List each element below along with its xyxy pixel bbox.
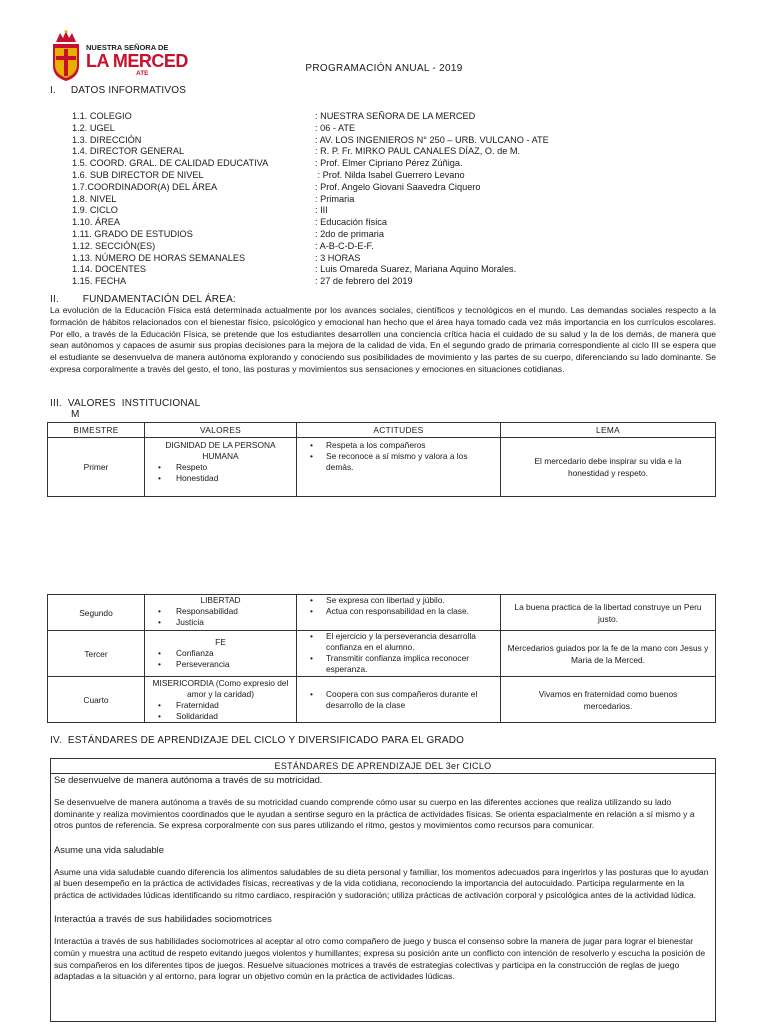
list-item: • Se expresa con libertad y júbilo. bbox=[300, 595, 497, 606]
info-key: 1.12. SECCIÓN(ES) bbox=[72, 240, 156, 251]
list-item: • Fraternidad bbox=[148, 700, 293, 711]
lema-cell: El mercedario debe inspirar su vida e la honestidad y respeto. bbox=[501, 438, 716, 497]
valor-title: DIGNIDAD DE LA PERSONA HUMANA bbox=[165, 440, 276, 461]
info-row bbox=[72, 158, 692, 170]
info-value: : 3 HORAS bbox=[315, 252, 361, 263]
section-1-heading: I. DATOS INFORMATIVOS bbox=[50, 85, 187, 96]
info-row bbox=[72, 229, 692, 241]
info-row bbox=[72, 205, 692, 217]
list-item: • Respeta a los compañeros bbox=[300, 440, 497, 451]
list-item: • Coopera con sus compañeros durante el desarrollo de la clase bbox=[300, 689, 497, 711]
info-row bbox=[72, 217, 692, 229]
info-value: : 2do de primaria bbox=[315, 228, 384, 239]
standards-header: ESTÁNDARES DE APRENDIZAJE DEL 3er CICLO bbox=[51, 759, 715, 774]
info-key: 1.5. COORD. GRAL. DE CALIDAD EDUCATIVA bbox=[72, 158, 269, 169]
info-key: 1.13. NÚMERO DE HORAS SEMANALES bbox=[72, 252, 246, 263]
document-title: PROGRAMACIÓN ANUAL - 2019 bbox=[305, 63, 463, 74]
actitudes-cell bbox=[297, 595, 501, 631]
table-row bbox=[48, 631, 716, 677]
actitudes-list bbox=[300, 631, 497, 675]
info-key: 1.4. DIRECTOR GENERAL bbox=[72, 146, 185, 157]
list-item: • Confianza bbox=[148, 648, 293, 659]
info-key: 1.11. GRADO DE ESTUDIOS bbox=[72, 228, 193, 239]
values-table-part-2 bbox=[47, 594, 716, 723]
section-3-heading-continued: M bbox=[71, 409, 80, 420]
actitudes-list bbox=[300, 595, 497, 617]
valores-cell bbox=[145, 631, 297, 677]
valor-title: LIBERTAD bbox=[200, 595, 241, 605]
info-row bbox=[72, 123, 692, 135]
school-logo bbox=[50, 30, 188, 82]
actitudes-cell bbox=[297, 631, 501, 677]
info-value: : Luis Omareda Suarez, Mariana Aquino Morales. bbox=[315, 264, 517, 275]
standard-title: Asume una vida saludable bbox=[54, 843, 164, 855]
bimestre-cell: Tercer bbox=[48, 631, 145, 677]
list-item: • Transmitir confianza implica reconocer esperanza. bbox=[300, 653, 497, 675]
bimestre-cell: Segundo bbox=[48, 595, 145, 631]
info-key: 1.6. SUB DIRECTOR DE NIVEL bbox=[72, 169, 204, 180]
actitudes-cell bbox=[297, 438, 501, 497]
standard-text: Se desenvuelve de manera autónoma a través de su motricidad cuando comprende cómo usar su cuerpo en las diferentes acciones que realiza utilizando su lado dominante y realiza movimientos coordinados que le ayudan a sentirse seguro en la práctica de actividades físicas. Se orienta espacialmente en relación a sí mismo y a otros puntos de referencia. Se expresa corporalmente con sus pares utilizando el ritmo, gestos y movimientos como recursos para comunicar. bbox=[54, 797, 695, 831]
standards-box bbox=[50, 758, 716, 1022]
list-item: • Se reconoce a sí mismo y valora a los demás. bbox=[300, 451, 497, 473]
standard-text: Asume una vida saludable cuando diferencia los alimentos saludables de su dieta personal y familiar, los momentos adecuados para ingerirlos y las posturas que lo ayudan al buen desempeño en la práctica de actividades físicas, recreativas y de la vida cotidiana, reconociendo la importancia del autocuidado. Participa regularmente en la práctica de actividades lúdicas identificando su ritmo cardiaco, respiración y sudoración; utiliza prácticas de activación corporal y psicológica antes de la actividad lúdica. bbox=[54, 866, 709, 900]
info-key: 1.9. CICLO bbox=[72, 205, 118, 216]
info-value: : A-B-C-D-E-F. bbox=[315, 240, 374, 251]
info-value: : Prof. Angelo Giovani Saavedra Ciquero bbox=[315, 181, 481, 192]
info-value: : Prof. Elmer Cipriano Pérez Zúñiga. bbox=[315, 158, 463, 169]
header-valores: VALORES bbox=[145, 423, 297, 438]
info-key: 1.3. DIRECCIÓN bbox=[72, 134, 142, 145]
table-row bbox=[48, 595, 716, 631]
list-item: • Responsabilidad bbox=[148, 606, 293, 617]
valor-title: MISERICORDIA (Como expresio del amor y la caridad) bbox=[152, 677, 289, 699]
logo-top-text: NUESTRA SEÑORA DE bbox=[86, 43, 169, 52]
info-key: 1.10. ÁREA bbox=[72, 217, 121, 228]
actitudes-list bbox=[300, 440, 497, 473]
actitudes-list bbox=[300, 689, 497, 711]
valor-title: FE bbox=[215, 637, 226, 647]
logo-main-text: LA MERCED bbox=[86, 51, 188, 71]
info-value: : NUESTRA SEÑORA DE LA MERCED bbox=[315, 111, 476, 121]
info-row bbox=[72, 146, 692, 158]
info-value: : AV. LOS INGENIEROS N° 250 – URB. VULCANO - ATE bbox=[315, 134, 549, 145]
info-row bbox=[72, 170, 692, 182]
logo-sub-text: ATE bbox=[136, 70, 149, 77]
info-key: 1.8. NIVEL bbox=[72, 193, 117, 204]
list-item: • Solidaridad bbox=[148, 711, 293, 722]
bimestre-cell: Primer bbox=[48, 438, 145, 497]
list-item: • Perseverancia bbox=[148, 659, 293, 670]
valores-cell bbox=[145, 677, 297, 723]
lema-cell: La buena practica de la libertad construye un Peru justo. bbox=[501, 595, 716, 631]
table-row bbox=[48, 438, 716, 497]
info-row bbox=[72, 276, 692, 288]
header-lema: LEMA bbox=[501, 423, 716, 438]
info-row bbox=[72, 253, 692, 265]
table-row bbox=[48, 677, 716, 723]
list-item: • Justicia bbox=[148, 617, 293, 628]
info-value: : Educación física bbox=[315, 217, 388, 228]
info-row bbox=[72, 111, 692, 123]
standards-body bbox=[51, 774, 715, 983]
info-value: : 06 - ATE bbox=[315, 122, 356, 133]
section-3-heading: III. VALORES INSTITUCIONAL bbox=[50, 398, 201, 409]
valor-list bbox=[148, 462, 293, 484]
info-key: 1.2. UGEL bbox=[72, 122, 115, 133]
standard-text: Interactúa a través de sus habilidades sociomotrices al aceptar al otro como compañero de juego y busca el consenso sobre la manera de jugar para lograr el bienestar común y muestra una actitud de respeto evitando juegos violentos y humillantes; expresa su posición ante un conflicto con intención de resolverlo y escucha la posición de sus compañeros en los diferentes tipos de juegos. Resuelve situaciones motrices a través de estrategias colectivas y participa en la construcción de reglas de juego adaptadas a la situación y al entorno, para lograr un objetivo común en la práctica de actividades lúdicas. bbox=[54, 936, 706, 982]
header-actitudes: ACTITUDES bbox=[297, 423, 501, 438]
section-2-heading: II. FUNDAMENTACIÓN DEL ÁREA: bbox=[50, 294, 236, 305]
info-value: : Primaria bbox=[315, 193, 355, 204]
info-key: 1.1. COLEGIO bbox=[72, 111, 132, 121]
valor-list bbox=[148, 700, 293, 722]
list-item: • Respeto bbox=[148, 462, 293, 473]
info-value: : Prof. Nilda Isabel Guerrero Levano bbox=[315, 169, 465, 180]
lema-cell: Vivamos en fraternidad como buenos mercedarios. bbox=[501, 677, 716, 723]
info-row bbox=[72, 264, 692, 276]
fundamentacion-paragraph: La evolución de la Educación Física está determinada actualmente por los avances sociales, científicos y tecnológicos en el mundo. Las demandas sociales respecto a la formación de hábitos relacionados con el bienestar físico, psicológico y emocional han hecho que el área haya tomado cada vez más importancia en los currículos escolares. Por ello, a través de la Educación Física, se pretende que los estudiantes desarrollen una conciencia crítica hacia el cuidado de su salud y la de los demás, de manera que sean autónomos y capaces de asumir sus propias decisiones para la mejora de la calidad de vida. En el segundo grado de primaria correspondiente al ciclo III se espera que el estudiante se desenvuelva de manera autónoma explorando y conociendo sus posibilidades de movimiento y las partes de su cuerpo, diferenciando su lado dominante. Se expresa corporalmente a través del gesto, el tono, las posturas y movimientos sus sensaciones y emociones en situaciones cotidianas. bbox=[50, 305, 716, 374]
info-list bbox=[72, 111, 692, 288]
info-key: 1.7.COORDINADOR(A) DEL ÁREA bbox=[72, 181, 218, 192]
section-4-heading: IV. ESTÁNDARES DE APRENDIZAJE DEL CICLO Y DIVERSIFICADO PARA EL GRADO bbox=[50, 735, 465, 746]
list-item: • Honestidad bbox=[148, 473, 293, 484]
lema-cell: Mercedarios guiados por la fe de la mano con Jesus y Maria de la Merced. bbox=[501, 631, 716, 677]
info-row bbox=[72, 182, 692, 194]
info-value: : III bbox=[315, 205, 328, 216]
header-bimestre: BIMESTRE bbox=[48, 423, 145, 438]
values-table-part-1 bbox=[47, 422, 716, 497]
actitudes-cell bbox=[297, 677, 501, 723]
info-row bbox=[72, 135, 692, 147]
info-key: 1.14. DOCENTES bbox=[72, 264, 147, 275]
list-item: • Actua con responsabilidad en la clase. bbox=[300, 606, 497, 617]
valores-cell bbox=[145, 438, 297, 497]
info-row bbox=[72, 241, 692, 253]
info-value: : 27 de febrero del 2019 bbox=[315, 276, 413, 287]
info-key: 1.15. FECHA bbox=[72, 276, 127, 287]
bimestre-cell: Cuarto bbox=[48, 677, 145, 723]
valor-list bbox=[148, 648, 293, 670]
table-header-row bbox=[48, 423, 716, 438]
valores-cell bbox=[145, 595, 297, 631]
info-value: : R. P. Fr. MIRKO PAUL CANALES DÍAZ, O. de M. bbox=[315, 146, 521, 157]
standard-title: Se desenvuelve de manera autónoma a través de su motricidad. bbox=[54, 774, 323, 785]
info-row bbox=[72, 194, 692, 206]
valor-list bbox=[148, 606, 293, 628]
list-item: • El ejercicio y la perseverancia desarrolla confianza en el alumno. bbox=[300, 631, 497, 653]
standard-title: Interactúa a través de sus habilidades sociomotrices bbox=[54, 913, 272, 925]
